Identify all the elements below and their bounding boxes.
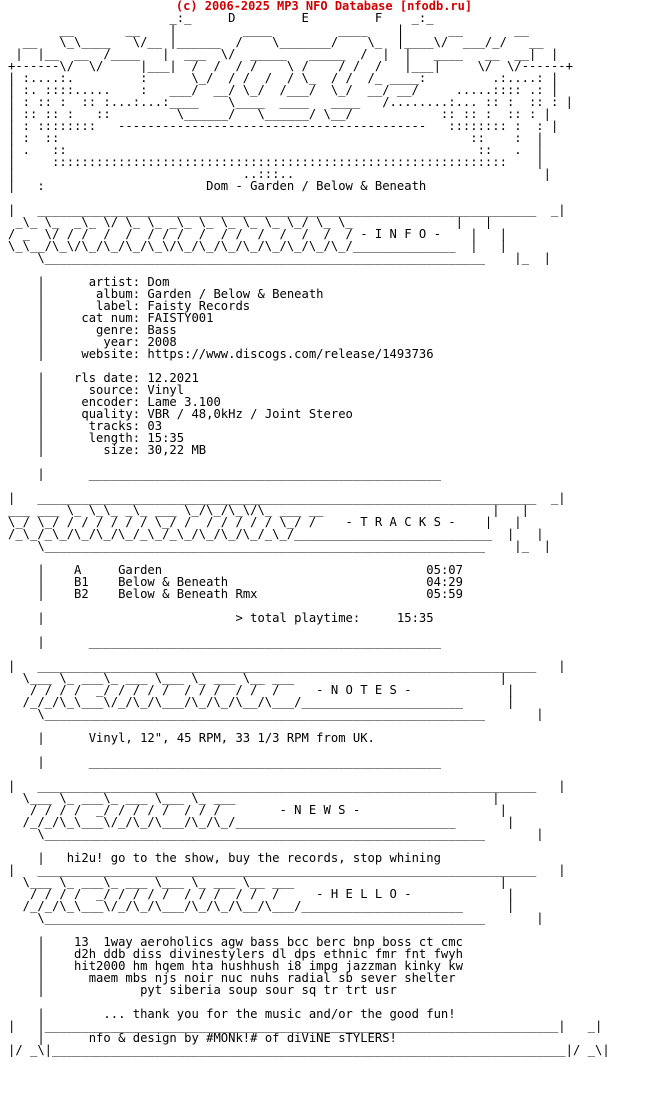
info-banner: _\_ \_ _\_ \/ \_ \_ _\_ \_ \_ \_ \_ \_/ \_ \_ | | bbox=[8, 215, 493, 229]
logo-art: _:_ D E F _:_ bbox=[8, 11, 434, 25]
info-banner: \____________________________________________________________ |_ | bbox=[8, 251, 551, 265]
notes-banner: \____________________________________________________________ | bbox=[8, 707, 544, 721]
tracks-banner: \_/ \_/ / / / / / / \_/ / / / / / / \_/ / - T R A C K S - | | bbox=[8, 515, 522, 529]
nfo-text: _:_ D E F _:_ __ __ | ____ ____ | __ __ __ \_\____ \/__ |______ / \_______/ \_ |____\/ ___/_/ __ | |__ __ /____ | ___ \/ _____ _____ / | | ____ __ __| | +------\/ \/ |___| / / / / \ / / / / |___| \/ \/------+ | :....:. : \_/ / / / / \_ / / /_ ____: .:....: | | :. ::::..... : ___/ __/ \_/ /___/ \_/ __/ __/ .....:::: .: | | : :: : :: :...:...:____ \____ ____ ____ /........:... :: : :: : | | :: :: : :: \______/ \______/ \__/ :: :: : :: : | | : :::::::: ------------------------------------------ :::::::: : : | | : :: :: : | | . :: :: . | | :::::::::::::::::::::::::::::::::::::::::::::::::::::::::::::: | | ..:::.. | | : Dom - Garden / Below & Beneath | ____________________________________________________________________ _| _\_ \_ _\_ \/ \_ \_ _\_ \_ \_ \_ \_ \_/ \_ \_ | | / _ \/ / / / / / / / / / / / / / / / - I N F O - | | \_\__/\_\/\_/\_/\_/\_\/\_/\_/\_/\_/\_/\_/\_/\_/______________ | | \____________________________________________________________ |_ | | artist: Dom | album: Garden / Below & Beneath | label: Faisty Records | cat num: FAISTY001 | genre: Bass | year: 2008 | website: https://www.discogs.com/release/1493736 | rls date: 12.2021 | source: Vinyl | encoder: Lame 3.100 | quality: VBR / 48,0kHz / Joint Stereo | tracks: 03 | length: 15:35 | size: 30,22 MB | ________________________________________________ | ____________________________________________________________________ _| ___ ___ \_ \_\_ _\_ ___ \_/\_/\_\/\_ ___ __ | | \_/ \_/ / / / / / / \_/ / / / / / / \_/ / - T R A C K S - | | /_\_/_\_/\_/\_/\_/_\_/_\_/\_/\_/\_/_\_/___________________________ | | \____________________________________________________________ |_ | | A Garden 05:07 | B1 Below & Beneath 04:29 | B2 Below & Beneath Rmx 05:59 | > total playtime: 15:35 | ________________________________________________ | ____________________________________________________________________ | \___ \_ ___\_ ___ \___ \_ ___ \__ ___ | / / / / _/ / / / / / / / / / / - N O T E S - | /_/_/\_\___\/_/\_/\___/\_/\_/\__/\___/______________________ | \____________________________________________________________ | | Vinyl, 12", 45 RPM, 33 1/3 RPM from UK. | ________________________________________________ | ____________________________________________________________________ | \___ \_ ___\_ ___ \___ \_ ___ | / / / / _/ / / / / / / / - N E W S - | /_/_/\_\___\/_/\_/\___/\_/\_/______________________________ | \____________________________________________________________ | | hi2u! go to the show, buy the records, stop whining | ____________________________________________________________________ | \___ \_ ___\_ ___ \___ \_ ___ \__ ___ | / / / / _/ / / / / / / / / / / - H E L L O - | /_/_/\_\___\/_/\_/\___/\_/\_/\__/\___/______________________ | \____________________________________________________________ | | 13 1way aeroholics agw bass bcc berc bnp boss ct cmc | d2h ddb diss divinestylers dl dps ethnic fmr fnt fwyh | hit2000 hm hqem hta hushhush i8 impg jazzman kinky kw | maem mbs njs noir nuc nuhs radial sb sever shelter | pyt siberia soup sour sq tr trt usr | ... thank you for the music and/or the good fun! | |______________________________________________________________________| _| | nfo & design by #MONk!# of diViNE sTYLERS! |/ _\|______________________________________________________________________|/ _\| bbox=[8, 11, 610, 1057]
tracks-banner: | ____________________________________________________________________ _| bbox=[8, 491, 566, 505]
info-banner: \_\__/\_\/\_/\_/\_/\_\/\_/\_/\_/\_/\_/\_/\_/\_/______________ | | bbox=[8, 239, 507, 253]
notes-banner: /_/_/\_\___\/_/\_/\___/\_/\_/\__/\___/______________________ | bbox=[8, 695, 515, 709]
thanks-text: ... thank you for the music and/or the good fun! bbox=[103, 1007, 456, 1021]
track-pos: B2 bbox=[74, 587, 119, 601]
release-value: 30,22 MB bbox=[147, 443, 207, 457]
news-text: hi2u! go to the show, buy the records, stop whining bbox=[66, 851, 441, 865]
greetings-line: maem mbs njs noir nuc nuhs radial sb sever shelter bbox=[88, 971, 456, 985]
tracks-banner: \____________________________________________________________ |_ | bbox=[8, 539, 551, 553]
logo-art: | |__ __ /____ | ___ \/ _____ _____ / | | ____ __ __| | bbox=[8, 47, 559, 61]
track-title: Garden bbox=[118, 563, 427, 577]
logo-art: | : :: :: : | bbox=[8, 131, 544, 145]
info-value: Bass bbox=[147, 323, 177, 337]
info-label: artist: bbox=[66, 275, 141, 289]
info-value: Faisty Records bbox=[147, 299, 251, 313]
notes-banner: \___ \_ ___\_ ___ \___ \_ ___ \__ ___ | bbox=[8, 671, 507, 685]
info-value: FAISTY001 bbox=[147, 311, 214, 325]
info-label: website: bbox=[66, 347, 141, 361]
greetings-line: pyt siberia soup sour sq tr trt usr bbox=[140, 983, 397, 997]
total-label: > total playtime: bbox=[235, 611, 361, 625]
release-value: VBR / 48,0kHz / Joint Stereo bbox=[147, 407, 353, 421]
info-label: label: bbox=[66, 299, 141, 313]
footer-frame: | |______________________________________________________________________| _| bbox=[8, 1019, 603, 1033]
divider: ________________________________________________ bbox=[88, 467, 441, 481]
logo-art: | :. ::::..... : ___/ __/ \_/ /___/ \_/ __/ __/ .....:::: .: | bbox=[8, 83, 559, 97]
logo-art: __ \_\____ \/__ |______ / \_______/ \_ |____\/ ___/_/ __ bbox=[8, 35, 544, 49]
news-banner: \___ \_ ___\_ ___ \___ \_ ___ | bbox=[8, 791, 500, 805]
release-label: encoder: bbox=[66, 395, 141, 409]
logo-art: | : :::::::: ------------------------------------------ :::::::: : : | bbox=[8, 119, 559, 133]
info-label: album: bbox=[66, 287, 141, 301]
news-banner: | ____________________________________________________________________ | bbox=[8, 779, 566, 793]
release-value: Lame 3.100 bbox=[147, 395, 221, 409]
info-label: genre: bbox=[66, 323, 141, 337]
release-value: 12.2021 bbox=[147, 371, 199, 385]
track-title: Below & Beneath Rmx bbox=[118, 587, 427, 601]
greetings-line: hit2000 hm hqem hta hushhush i8 impg jazzman kinky kw bbox=[74, 959, 463, 973]
footer-frame: |/ _\|______________________________________________________________________|/ _\| bbox=[8, 1043, 610, 1057]
track-pos: A bbox=[74, 563, 119, 577]
release-label: quality: bbox=[66, 407, 141, 421]
news-banner: \____________________________________________________________ | bbox=[8, 827, 544, 841]
info-value: Dom bbox=[147, 275, 170, 289]
info-label: year: bbox=[66, 335, 141, 349]
divider: ________________________________________________ bbox=[88, 755, 441, 769]
track-pos: B1 bbox=[74, 575, 119, 589]
logo-art: | :::::::::::::::::::::::::::::::::::::::::::::::::::::::::::::: | bbox=[8, 155, 544, 169]
release-title: Dom - Garden / Below & Beneath bbox=[206, 179, 427, 193]
logo-art: | : :: : :: :...:...:____ \____ ____ ____ /........:... :: : :: : | bbox=[8, 95, 573, 109]
info-value: https://www.discogs.com/release/1493736 bbox=[147, 347, 434, 361]
release-value: 03 bbox=[147, 419, 163, 433]
tracks-banner: /_\_/_\_/\_/\_/\_/_\_/_\_/\_/\_/\_/_\_/___________________________ | | bbox=[8, 527, 544, 541]
site-header: (c) 2006-2025 MP3 NFO Database [nfodb.ru] bbox=[175, 0, 473, 13]
notes-banner: | ____________________________________________________________________ | bbox=[8, 659, 566, 673]
news-banner: / / / / _/ / / / / / / / - N E W S - | bbox=[8, 803, 507, 817]
release-label: tracks: bbox=[66, 419, 141, 433]
greetings-line: 13 1way aeroholics agw bass bcc berc bnp boss ct cmc bbox=[74, 935, 463, 949]
release-label: length: bbox=[66, 431, 141, 445]
track-title: Below & Beneath bbox=[118, 575, 427, 589]
hello-banner: / / / / _/ / / / / / / / / / / - H E L L O - | bbox=[8, 887, 515, 901]
news-banner: /_/_/\_\___\/_/\_/\___/\_/\_/______________________________ | bbox=[8, 815, 515, 829]
track-time: 04:29 bbox=[426, 575, 463, 589]
release-label: rls date: bbox=[66, 371, 141, 385]
info-value: 2008 bbox=[147, 335, 177, 349]
release-value: Vinyl bbox=[147, 383, 185, 397]
release-label: size: bbox=[66, 443, 141, 457]
info-value: Garden / Below & Beneath bbox=[147, 287, 324, 301]
logo-art: +------\/ \/ |___| / / / / \ / / / / |___| \/ \/------+ bbox=[8, 59, 573, 73]
logo-art: | ..:::.. | bbox=[8, 167, 551, 181]
hello-banner: \___ \_ ___\_ ___ \___ \_ ___ \__ ___ | bbox=[8, 875, 507, 889]
hello-banner: \____________________________________________________________ | bbox=[8, 911, 544, 925]
notes-banner: / / / / _/ / / / / / / / / / / - N O T E S - | bbox=[8, 683, 515, 697]
info-banner: / _ \/ / / / / / / / / / / / / / / / - I N F O - | | bbox=[8, 227, 507, 241]
info-label: cat num: bbox=[66, 311, 141, 325]
notes-text: Vinyl, 12", 45 RPM, 33 1/3 RPM from UK. bbox=[88, 731, 375, 745]
hello-banner: | ____________________________________________________________________ | bbox=[8, 863, 566, 877]
logo-art: __ __ | ____ ____ | __ __ bbox=[8, 23, 529, 37]
logo-art: | :....:. : \_/ / / / / \_ / / /_ ____: .:....: | bbox=[8, 71, 559, 85]
total-time: 15:35 bbox=[396, 611, 434, 625]
tracks-banner: ___ ___ \_ \_\_ _\_ ___ \_/\_/\_\/\_ ___ __ | | bbox=[8, 503, 529, 517]
info-banner: | ____________________________________________________________________ _| bbox=[8, 203, 566, 217]
release-value: 15:35 bbox=[147, 431, 185, 445]
logo-art: | :: :: : :: \______/ \______/ \__/ :: :: : :: : | bbox=[8, 107, 551, 121]
hello-banner: /_/_/\_\___\/_/\_/\___/\_/\_/\__/\___/______________________ | bbox=[8, 899, 515, 913]
greetings-line: d2h ddb diss divinestylers dl dps ethnic fmr fnt fwyh bbox=[74, 947, 463, 961]
logo-art: | . :: :: . | bbox=[8, 143, 544, 157]
release-label: source: bbox=[66, 383, 141, 397]
credits-text: nfo & design by #MONk!# of diViNE sTYLERS! bbox=[88, 1031, 397, 1045]
track-time: 05:07 bbox=[426, 563, 463, 577]
divider: ________________________________________________ bbox=[88, 635, 441, 649]
track-time: 05:59 bbox=[426, 587, 463, 601]
